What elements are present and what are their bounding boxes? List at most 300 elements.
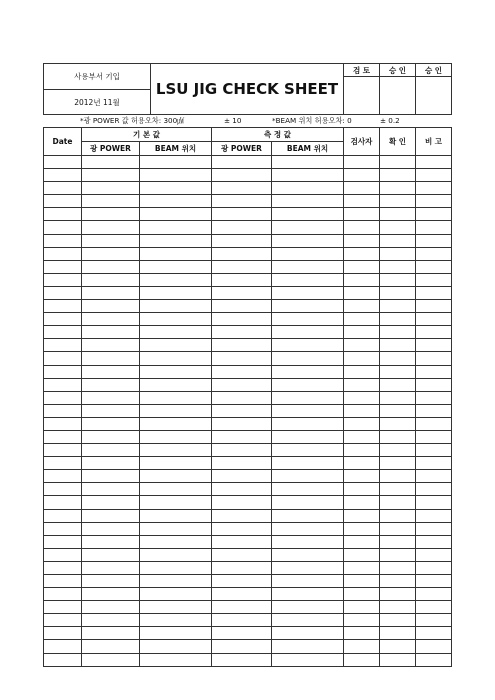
table-cell[interactable] — [272, 404, 344, 417]
table-cell[interactable] — [380, 575, 416, 588]
table-cell[interactable] — [272, 326, 344, 339]
table-cell[interactable] — [44, 182, 82, 195]
table-cell[interactable] — [82, 208, 140, 221]
table-cell[interactable] — [44, 169, 82, 182]
table-cell[interactable] — [82, 260, 140, 273]
table-cell[interactable] — [380, 535, 416, 548]
table-cell[interactable] — [140, 417, 212, 430]
table-cell[interactable] — [416, 260, 452, 273]
table-cell[interactable] — [272, 561, 344, 574]
table-cell[interactable] — [82, 653, 140, 666]
table-cell[interactable] — [212, 234, 272, 247]
table-cell[interactable] — [416, 601, 452, 614]
table-cell[interactable] — [212, 483, 272, 496]
table-cell[interactable] — [416, 391, 452, 404]
table-cell[interactable] — [272, 627, 344, 640]
table-cell[interactable] — [212, 313, 272, 326]
table-cell[interactable] — [82, 156, 140, 169]
table-cell[interactable] — [212, 535, 272, 548]
table-cell[interactable] — [344, 326, 380, 339]
table-cell[interactable] — [272, 260, 344, 273]
table-cell[interactable] — [344, 300, 380, 313]
table-cell[interactable] — [212, 286, 272, 299]
table-cell[interactable] — [212, 195, 272, 208]
table-cell[interactable] — [344, 417, 380, 430]
table-cell[interactable] — [344, 391, 380, 404]
table-cell[interactable] — [344, 156, 380, 169]
table-cell[interactable] — [416, 457, 452, 470]
table-cell[interactable] — [416, 417, 452, 430]
table-cell[interactable] — [416, 561, 452, 574]
table-cell[interactable] — [44, 247, 82, 260]
table-cell[interactable] — [82, 365, 140, 378]
table-cell[interactable] — [212, 391, 272, 404]
table-cell[interactable] — [380, 391, 416, 404]
table-cell[interactable] — [140, 614, 212, 627]
table-cell[interactable] — [416, 588, 452, 601]
table-cell[interactable] — [344, 234, 380, 247]
table-cell[interactable] — [140, 430, 212, 443]
table-cell[interactable] — [140, 326, 212, 339]
table-cell[interactable] — [212, 417, 272, 430]
table-cell[interactable] — [272, 522, 344, 535]
table-cell[interactable] — [82, 221, 140, 234]
table-cell[interactable] — [344, 653, 380, 666]
table-cell[interactable] — [416, 313, 452, 326]
table-cell[interactable] — [82, 273, 140, 286]
table-cell[interactable] — [212, 470, 272, 483]
table-cell[interactable] — [212, 326, 272, 339]
table-cell[interactable] — [212, 575, 272, 588]
table-cell[interactable] — [44, 260, 82, 273]
table-cell[interactable] — [380, 300, 416, 313]
table-cell[interactable] — [212, 614, 272, 627]
table-cell[interactable] — [380, 326, 416, 339]
table-cell[interactable] — [380, 601, 416, 614]
table-cell[interactable] — [380, 561, 416, 574]
table-cell[interactable] — [44, 208, 82, 221]
table-cell[interactable] — [82, 391, 140, 404]
table-cell[interactable] — [344, 601, 380, 614]
table-cell[interactable] — [416, 627, 452, 640]
table-cell[interactable] — [416, 483, 452, 496]
table-cell[interactable] — [44, 234, 82, 247]
table-cell[interactable] — [416, 640, 452, 653]
table-cell[interactable] — [140, 509, 212, 522]
table-cell[interactable] — [140, 260, 212, 273]
table-cell[interactable] — [212, 444, 272, 457]
table-cell[interactable] — [272, 391, 344, 404]
table-cell[interactable] — [380, 496, 416, 509]
table-cell[interactable] — [344, 444, 380, 457]
table-cell[interactable] — [82, 483, 140, 496]
table-cell[interactable] — [416, 430, 452, 443]
table-cell[interactable] — [344, 313, 380, 326]
table-cell[interactable] — [380, 522, 416, 535]
table-cell[interactable] — [416, 208, 452, 221]
table-cell[interactable] — [140, 313, 212, 326]
table-cell[interactable] — [272, 496, 344, 509]
table-cell[interactable] — [44, 404, 82, 417]
table-cell[interactable] — [272, 614, 344, 627]
table-cell[interactable] — [344, 548, 380, 561]
table-cell[interactable] — [272, 548, 344, 561]
table-cell[interactable] — [82, 195, 140, 208]
table-cell[interactable] — [416, 470, 452, 483]
table-cell[interactable] — [140, 182, 212, 195]
table-cell[interactable] — [140, 640, 212, 653]
table-cell[interactable] — [82, 457, 140, 470]
table-cell[interactable] — [212, 273, 272, 286]
table-cell[interactable] — [82, 339, 140, 352]
table-cell[interactable] — [212, 182, 272, 195]
table-cell[interactable] — [212, 300, 272, 313]
table-cell[interactable] — [82, 588, 140, 601]
table-cell[interactable] — [82, 234, 140, 247]
table-cell[interactable] — [44, 391, 82, 404]
table-cell[interactable] — [140, 522, 212, 535]
table-cell[interactable] — [344, 640, 380, 653]
table-cell[interactable] — [272, 352, 344, 365]
table-cell[interactable] — [212, 588, 272, 601]
table-cell[interactable] — [344, 575, 380, 588]
table-cell[interactable] — [140, 300, 212, 313]
table-cell[interactable] — [380, 221, 416, 234]
table-cell[interactable] — [82, 444, 140, 457]
table-cell[interactable] — [272, 300, 344, 313]
table-cell[interactable] — [82, 352, 140, 365]
table-cell[interactable] — [344, 208, 380, 221]
table-cell[interactable] — [416, 352, 452, 365]
table-cell[interactable] — [140, 588, 212, 601]
table-cell[interactable] — [44, 326, 82, 339]
table-cell[interactable] — [212, 627, 272, 640]
table-cell[interactable] — [416, 365, 452, 378]
table-cell[interactable] — [212, 156, 272, 169]
table-cell[interactable] — [82, 640, 140, 653]
table-cell[interactable] — [82, 509, 140, 522]
table-cell[interactable] — [44, 653, 82, 666]
table-cell[interactable] — [416, 273, 452, 286]
table-cell[interactable] — [82, 326, 140, 339]
table-cell[interactable] — [140, 391, 212, 404]
table-cell[interactable] — [82, 601, 140, 614]
table-cell[interactable] — [380, 339, 416, 352]
table-cell[interactable] — [344, 378, 380, 391]
table-cell[interactable] — [272, 444, 344, 457]
table-cell[interactable] — [212, 378, 272, 391]
table-cell[interactable] — [140, 286, 212, 299]
table-cell[interactable] — [380, 548, 416, 561]
table-cell[interactable] — [416, 326, 452, 339]
table-cell[interactable] — [44, 640, 82, 653]
table-cell[interactable] — [272, 234, 344, 247]
table-cell[interactable] — [82, 417, 140, 430]
table-cell[interactable] — [380, 195, 416, 208]
table-cell[interactable] — [344, 247, 380, 260]
table-cell[interactable] — [416, 195, 452, 208]
table-cell[interactable] — [380, 640, 416, 653]
table-cell[interactable] — [344, 286, 380, 299]
table-cell[interactable] — [212, 509, 272, 522]
table-cell[interactable] — [212, 260, 272, 273]
table-cell[interactable] — [416, 286, 452, 299]
table-cell[interactable] — [140, 221, 212, 234]
table-cell[interactable] — [272, 208, 344, 221]
table-cell[interactable] — [140, 352, 212, 365]
table-cell[interactable] — [212, 169, 272, 182]
table-cell[interactable] — [380, 313, 416, 326]
table-cell[interactable] — [416, 522, 452, 535]
table-cell[interactable] — [272, 247, 344, 260]
table-cell[interactable] — [272, 273, 344, 286]
table-cell[interactable] — [272, 221, 344, 234]
table-cell[interactable] — [44, 444, 82, 457]
table-cell[interactable] — [272, 286, 344, 299]
table-cell[interactable] — [212, 404, 272, 417]
table-cell[interactable] — [416, 444, 452, 457]
table-cell[interactable] — [212, 601, 272, 614]
table-cell[interactable] — [344, 260, 380, 273]
table-cell[interactable] — [416, 221, 452, 234]
table-cell[interactable] — [272, 182, 344, 195]
table-cell[interactable] — [416, 535, 452, 548]
table-cell[interactable] — [344, 169, 380, 182]
table-cell[interactable] — [140, 561, 212, 574]
table-cell[interactable] — [140, 195, 212, 208]
table-cell[interactable] — [344, 561, 380, 574]
table-cell[interactable] — [344, 182, 380, 195]
table-cell[interactable] — [416, 614, 452, 627]
table-cell[interactable] — [380, 156, 416, 169]
table-cell[interactable] — [380, 470, 416, 483]
table-cell[interactable] — [44, 614, 82, 627]
table-cell[interactable] — [344, 404, 380, 417]
table-cell[interactable] — [380, 365, 416, 378]
table-cell[interactable] — [44, 300, 82, 313]
table-cell[interactable] — [344, 365, 380, 378]
table-cell[interactable] — [380, 627, 416, 640]
table-cell[interactable] — [140, 653, 212, 666]
table-cell[interactable] — [212, 208, 272, 221]
table-cell[interactable] — [140, 470, 212, 483]
table-cell[interactable] — [272, 653, 344, 666]
table-cell[interactable] — [82, 561, 140, 574]
table-cell[interactable] — [272, 588, 344, 601]
table-cell[interactable] — [44, 470, 82, 483]
table-cell[interactable] — [140, 208, 212, 221]
table-cell[interactable] — [272, 195, 344, 208]
table-cell[interactable] — [344, 221, 380, 234]
table-cell[interactable] — [416, 339, 452, 352]
table-cell[interactable] — [416, 169, 452, 182]
table-cell[interactable] — [344, 430, 380, 443]
table-cell[interactable] — [344, 522, 380, 535]
table-cell[interactable] — [380, 378, 416, 391]
table-cell[interactable] — [380, 273, 416, 286]
table-cell[interactable] — [44, 365, 82, 378]
table-cell[interactable] — [416, 156, 452, 169]
table-cell[interactable] — [82, 313, 140, 326]
table-cell[interactable] — [380, 286, 416, 299]
table-cell[interactable] — [44, 483, 82, 496]
table-cell[interactable] — [44, 273, 82, 286]
table-cell[interactable] — [140, 169, 212, 182]
table-cell[interactable] — [380, 509, 416, 522]
table-cell[interactable] — [380, 169, 416, 182]
table-cell[interactable] — [212, 457, 272, 470]
table-cell[interactable] — [380, 208, 416, 221]
table-cell[interactable] — [44, 313, 82, 326]
table-cell[interactable] — [344, 195, 380, 208]
table-cell[interactable] — [416, 653, 452, 666]
table-cell[interactable] — [140, 496, 212, 509]
table-cell[interactable] — [380, 614, 416, 627]
table-cell[interactable] — [272, 417, 344, 430]
table-cell[interactable] — [82, 169, 140, 182]
table-cell[interactable] — [344, 457, 380, 470]
table-cell[interactable] — [140, 444, 212, 457]
table-cell[interactable] — [212, 339, 272, 352]
table-cell[interactable] — [416, 247, 452, 260]
table-cell[interactable] — [212, 365, 272, 378]
table-cell[interactable] — [44, 221, 82, 234]
table-cell[interactable] — [82, 378, 140, 391]
table-cell[interactable] — [272, 430, 344, 443]
table-cell[interactable] — [380, 260, 416, 273]
table-cell[interactable] — [140, 378, 212, 391]
table-cell[interactable] — [140, 234, 212, 247]
table-cell[interactable] — [82, 614, 140, 627]
table-cell[interactable] — [44, 457, 82, 470]
table-cell[interactable] — [82, 470, 140, 483]
table-cell[interactable] — [82, 430, 140, 443]
table-cell[interactable] — [44, 509, 82, 522]
table-cell[interactable] — [82, 535, 140, 548]
table-cell[interactable] — [344, 470, 380, 483]
table-cell[interactable] — [212, 430, 272, 443]
table-cell[interactable] — [380, 234, 416, 247]
table-cell[interactable] — [140, 627, 212, 640]
table-cell[interactable] — [44, 156, 82, 169]
table-cell[interactable] — [140, 575, 212, 588]
signature-box-review[interactable] — [344, 77, 380, 115]
table-cell[interactable] — [272, 601, 344, 614]
table-cell[interactable] — [272, 457, 344, 470]
table-cell[interactable] — [140, 535, 212, 548]
table-cell[interactable] — [380, 417, 416, 430]
table-cell[interactable] — [416, 509, 452, 522]
table-cell[interactable] — [272, 313, 344, 326]
table-cell[interactable] — [272, 365, 344, 378]
table-cell[interactable] — [212, 653, 272, 666]
table-cell[interactable] — [44, 548, 82, 561]
table-cell[interactable] — [416, 548, 452, 561]
signature-box-approve-1[interactable] — [380, 77, 416, 115]
table-cell[interactable] — [380, 653, 416, 666]
table-cell[interactable] — [82, 182, 140, 195]
table-cell[interactable] — [140, 601, 212, 614]
table-cell[interactable] — [380, 483, 416, 496]
table-cell[interactable] — [140, 273, 212, 286]
table-cell[interactable] — [82, 548, 140, 561]
table-cell[interactable] — [380, 430, 416, 443]
table-cell[interactable] — [82, 496, 140, 509]
table-cell[interactable] — [44, 352, 82, 365]
table-cell[interactable] — [380, 457, 416, 470]
table-cell[interactable] — [272, 535, 344, 548]
table-cell[interactable] — [344, 352, 380, 365]
table-cell[interactable] — [140, 247, 212, 260]
table-cell[interactable] — [44, 627, 82, 640]
table-cell[interactable] — [344, 614, 380, 627]
table-cell[interactable] — [272, 575, 344, 588]
table-cell[interactable] — [140, 156, 212, 169]
table-cell[interactable] — [272, 640, 344, 653]
table-cell[interactable] — [212, 496, 272, 509]
table-cell[interactable] — [380, 182, 416, 195]
table-cell[interactable] — [212, 640, 272, 653]
table-cell[interactable] — [272, 156, 344, 169]
table-cell[interactable] — [380, 444, 416, 457]
table-cell[interactable] — [44, 417, 82, 430]
table-cell[interactable] — [212, 522, 272, 535]
table-cell[interactable] — [44, 195, 82, 208]
table-cell[interactable] — [416, 234, 452, 247]
table-cell[interactable] — [416, 300, 452, 313]
table-cell[interactable] — [344, 483, 380, 496]
table-cell[interactable] — [212, 247, 272, 260]
table-cell[interactable] — [140, 365, 212, 378]
table-cell[interactable] — [140, 483, 212, 496]
table-cell[interactable] — [272, 470, 344, 483]
table-cell[interactable] — [380, 247, 416, 260]
table-cell[interactable] — [272, 339, 344, 352]
table-cell[interactable] — [344, 627, 380, 640]
table-cell[interactable] — [344, 535, 380, 548]
table-cell[interactable] — [212, 548, 272, 561]
table-cell[interactable] — [44, 522, 82, 535]
table-cell[interactable] — [44, 588, 82, 601]
table-cell[interactable] — [212, 221, 272, 234]
table-cell[interactable] — [44, 339, 82, 352]
table-cell[interactable] — [140, 548, 212, 561]
table-cell[interactable] — [344, 339, 380, 352]
table-cell[interactable] — [82, 522, 140, 535]
table-cell[interactable] — [82, 300, 140, 313]
table-cell[interactable] — [416, 496, 452, 509]
table-cell[interactable] — [140, 457, 212, 470]
table-cell[interactable] — [82, 575, 140, 588]
table-cell[interactable] — [212, 352, 272, 365]
table-cell[interactable] — [44, 561, 82, 574]
table-cell[interactable] — [82, 247, 140, 260]
table-cell[interactable] — [44, 286, 82, 299]
table-cell[interactable] — [416, 378, 452, 391]
table-cell[interactable] — [272, 378, 344, 391]
table-cell[interactable] — [44, 496, 82, 509]
table-cell[interactable] — [344, 496, 380, 509]
table-cell[interactable] — [272, 483, 344, 496]
table-cell[interactable] — [44, 535, 82, 548]
table-cell[interactable] — [82, 404, 140, 417]
table-cell[interactable] — [44, 378, 82, 391]
table-cell[interactable] — [44, 430, 82, 443]
table-cell[interactable] — [140, 339, 212, 352]
table-cell[interactable] — [44, 601, 82, 614]
table-cell[interactable] — [380, 588, 416, 601]
table-cell[interactable] — [416, 575, 452, 588]
